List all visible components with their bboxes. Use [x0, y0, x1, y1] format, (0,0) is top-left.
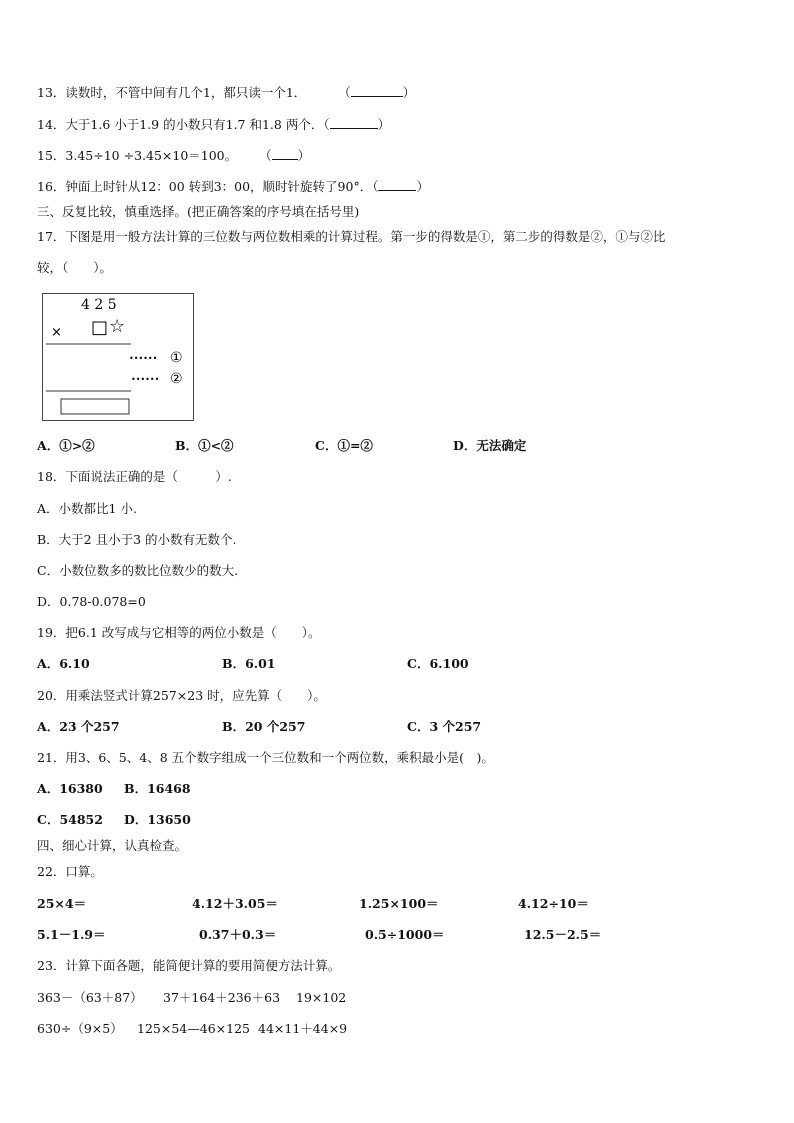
q22-item: 4.12＋3.05＝	[192, 896, 278, 911]
q20-option-a[interactable]: A．23 个257	[37, 719, 120, 734]
question-19: 19．把6.1 改写成与它相等的两位小数是（ ）。	[37, 625, 321, 640]
q18-option-b[interactable]: B．大于2 且小于3 的小数有无数个.	[37, 532, 237, 547]
question-17-line2: 较，（ ）。	[37, 260, 113, 275]
q21-option-c[interactable]: C．54852	[37, 812, 103, 827]
figure-circle-2: ②	[170, 371, 183, 387]
q17-option-c[interactable]: C．①=②	[315, 438, 373, 453]
question-23: 23．计算下面各题，能简便计算的要用简便方法计算。	[37, 958, 341, 973]
q19-option-a[interactable]: A．6.10	[37, 656, 90, 671]
q17-option-b[interactable]: B．①<②	[175, 438, 234, 453]
figure-answer-box	[61, 399, 129, 414]
figure-square-icon: □	[91, 317, 109, 338]
answer-bracket-close: ）	[402, 85, 416, 100]
figure-circle-1: ①	[170, 350, 183, 366]
question-14-text: 14．大于1.6 小于1.9 的小数只有1.7 和1.8 两个．	[37, 117, 324, 132]
q22-item: 0.37＋0.3＝	[199, 927, 277, 942]
answer-blank-15[interactable]	[272, 147, 298, 160]
q23-row-1	[37, 990, 777, 1006]
answer-blank-13[interactable]	[351, 84, 403, 97]
q22-row-1	[37, 896, 777, 912]
question-13-text: 13．读数时，不管中间有几个1，都只读一个1．	[37, 85, 307, 100]
figure-times-sign: ×	[51, 325, 62, 340]
q20-option-b[interactable]: B．20 个257	[222, 719, 306, 734]
question-15	[37, 147, 310, 164]
question-16-text: 16．钟面上时针从12：00 转到3：00，顺时针旋转了90°．	[37, 179, 373, 194]
q22-item: 1.25×100＝	[359, 896, 439, 911]
q22-item: 0.5÷1000＝	[365, 927, 445, 942]
q21-option-d[interactable]: D．13650	[124, 812, 191, 827]
q22-row-2	[37, 927, 777, 943]
q17-option-d[interactable]: D．无法确定	[453, 438, 527, 453]
answer-bracket-open: （	[323, 117, 330, 132]
q18-option-d[interactable]: D．0.78-0.078=0	[37, 594, 146, 609]
q23-item: 37＋164＋236＋63	[163, 990, 281, 1005]
question-18: 18．下面说法正确的是（ ）.	[37, 469, 232, 484]
question-16	[37, 178, 429, 195]
q22-item: 4.12÷10＝	[518, 896, 589, 911]
answer-bracket-open: （	[372, 179, 379, 194]
q22-item: 25×4＝	[37, 896, 87, 911]
answer-blank-14[interactable]	[330, 116, 378, 129]
q21-option-a[interactable]: A．16380	[37, 781, 103, 796]
answer-bracket-close: ）	[297, 148, 311, 163]
question-17-line1: 17．下图是用一般方法计算的三位数与两位数相乘的计算过程。第一步的得数是①，第二步的得数是②，①与②比	[37, 229, 666, 244]
figure-star-icon: ☆	[109, 316, 126, 337]
answer-bracket-open: （	[338, 85, 351, 100]
q20-option-c[interactable]: C．3 个257	[407, 719, 482, 734]
answer-bracket-open: （	[259, 148, 272, 163]
q19-option-c[interactable]: C．6.100	[407, 656, 469, 671]
question-22: 22．口算。	[37, 864, 103, 879]
q22-item: 5.1－1.9＝	[37, 927, 106, 942]
q23-row-2	[37, 1021, 777, 1037]
q22-item: 12.5－2.5＝	[524, 927, 602, 942]
answer-blank-16[interactable]	[378, 178, 416, 191]
q21-option-b[interactable]: B．16468	[124, 781, 191, 796]
q18-option-a[interactable]: A．小数都比1 小.	[37, 501, 137, 516]
q17-option-a[interactable]: A．①>②	[37, 438, 95, 453]
figure-dots-1: ••••••	[129, 354, 158, 363]
q18-option-c[interactable]: C．小数位数多的数比位数少的数大.	[37, 563, 239, 578]
question-14	[37, 116, 390, 133]
multiplication-figure	[42, 293, 194, 421]
q23-item: 630÷（9×5）	[37, 1021, 123, 1036]
section-4-heading: 四、细心计算，认真检查。	[37, 838, 188, 853]
figure-dots-2: ••••••	[131, 375, 160, 384]
q23-item: 125×54—46×125	[137, 1021, 250, 1036]
question-21: 21．用3、6、5、4、8 五个数字组成一个三位数和一个两位数，乘积最小是( )。	[37, 750, 494, 765]
question-15-text: 15．3.45÷10 ÷3.45×10＝100。	[37, 148, 238, 163]
question-20: 20．用乘法竖式计算257×23 时，应先算（ ）。	[37, 688, 326, 703]
q23-item: 19×102	[296, 990, 347, 1005]
figure-digits: 4 2 5	[81, 297, 117, 313]
q23-item: 44×11＋44×9	[258, 1021, 348, 1036]
answer-bracket-close: ）	[377, 117, 391, 132]
q19-option-b[interactable]: B．6.01	[222, 656, 276, 671]
section-3-heading: 三、反复比较，慎重选择。(把正确答案的序号填在括号里)	[37, 204, 360, 219]
question-13	[37, 84, 415, 101]
answer-bracket-close: ）	[416, 179, 429, 194]
q23-item: 363－（63＋87）	[37, 990, 143, 1005]
